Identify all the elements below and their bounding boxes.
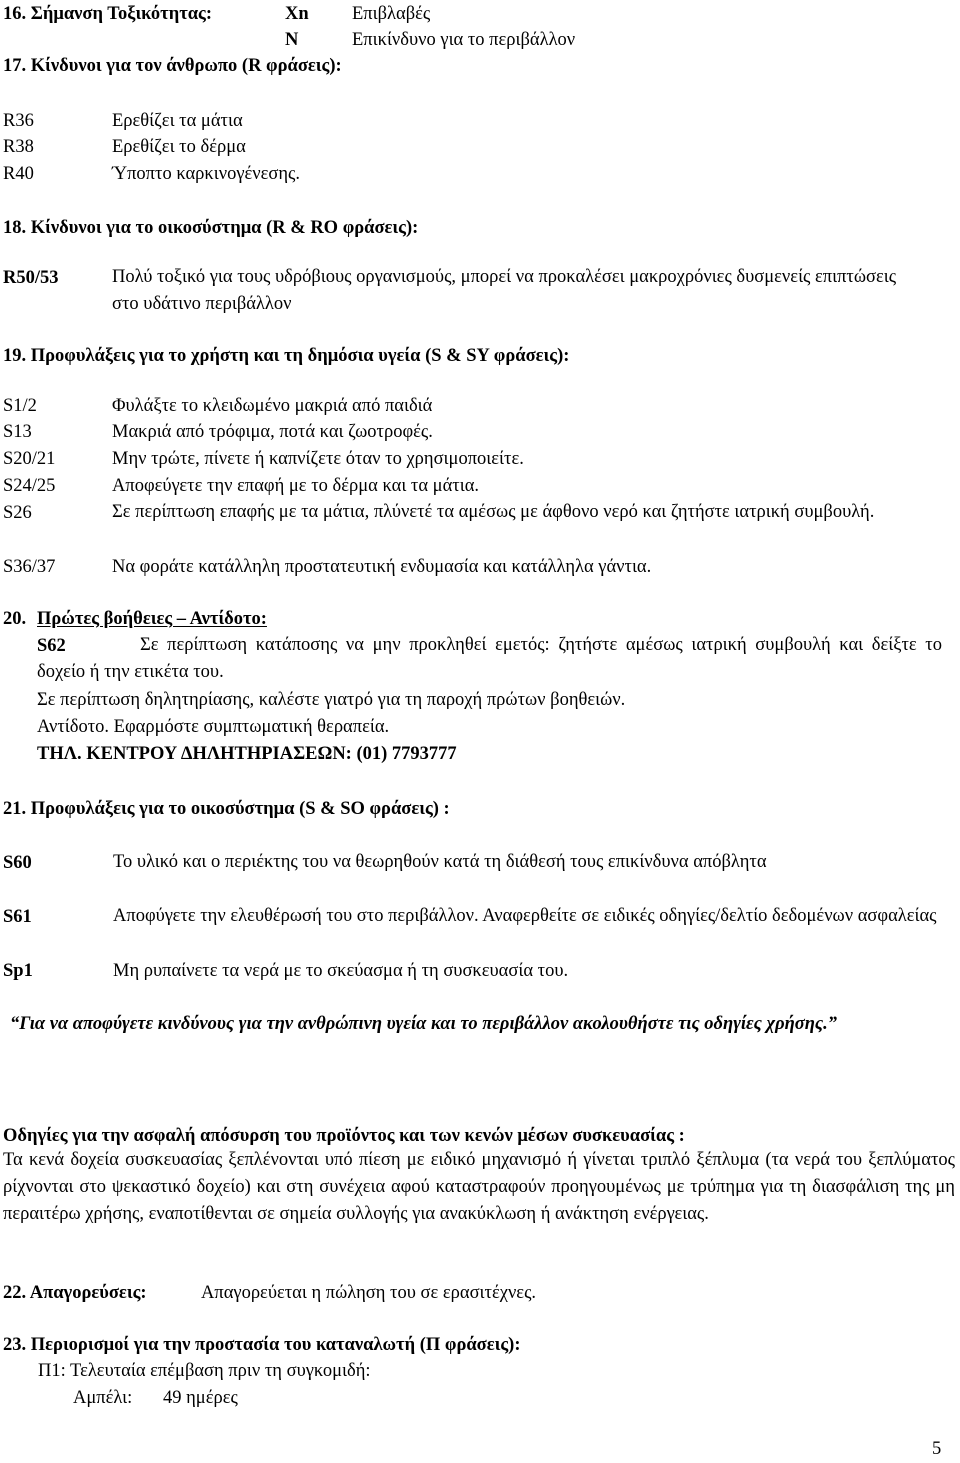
s-text: Φυλάξτε το κλειδωμένο μακριά από παιδιά (112, 396, 433, 416)
sec19-title: 19. Προφυλάξεις για το χρήστη και τη δημόσια υγεία (S & SY φράσεις): (3, 346, 570, 366)
s-code: S24/25 (3, 476, 56, 496)
s-text: Μη ρυπαίνετε τα νερά με το σκεύασμα ή τη συσκευασία του. (113, 961, 569, 981)
usage-note: “Για να αποφύγετε κινδύνους για την ανθρώπινη υγεία και το περιβάλλον ακολουθήστε τις οδηγίες χρήσης.” (10, 1014, 838, 1034)
sec20-number: 20. (3, 609, 27, 629)
sec23-line1: Π1: Τελευταία επέμβαση πριν τη συγκομιδή: (38, 1361, 371, 1381)
s-code: Sp1 (3, 961, 33, 981)
s-text: Αποφεύγετε την επαφή με το δέρμα και τα μάτια. (112, 476, 480, 496)
sec18-title: 18. Κίνδυνοι για το οικοσύστημα (R & RO φράσεις): (3, 218, 419, 238)
sec16-desc-xn: Επιβλαβές (352, 4, 431, 24)
r-code: R50/53 (3, 268, 59, 288)
r-text: Πολύ τοξικό για τους υδρόβιους οργανισμούς, μπορεί να προκαλέσει μακροχρόνιες δυσμενείς επιπτώσεις στο υδάτινο περιβάλλον (112, 267, 897, 314)
sec23-title: 23. Περιορισμοί για την προστασία του καταναλωτή (Π φράσεις): (3, 1335, 521, 1355)
r-text: Ερεθίζει τα μάτια (112, 111, 243, 131)
sec16-title: 16. Σήμανση Τοξικότητας: (3, 4, 213, 24)
sec20-title: Πρώτες βοήθειες – Αντίδοτο: (37, 609, 267, 629)
sec20-s62-text: Σε περίπτωση κατάποσης να μην προκληθεί εμετός: ζητήστε αμέσως ιατρική συμβουλή και δείξτε το δοχείο ή την ετικέτα του. (37, 635, 942, 682)
sec20-line3: Αντίδοτο. Εφαρμόστε συμπτωματική θεραπεία. (37, 717, 390, 737)
sec22-text: Απαγορεύεται η πώληση του σε ερασιτέχνες. (201, 1283, 537, 1303)
sec17-title: 17. Κίνδυνοι για τον άνθρωπο (R φράσεις): (3, 56, 342, 76)
s-text: Αποφύγετε την ελευθέρωσή του στο περιβάλλον. Αναφερθείτε σε ειδικές οδηγίες/δελτίο δεδομένων ασφαλείας (113, 906, 937, 926)
s-code: S60 (3, 853, 32, 873)
s-code: S13 (3, 422, 32, 442)
s-code: S1/2 (3, 396, 37, 416)
page-number: 5 (932, 1439, 942, 1459)
r-code: R36 (3, 111, 34, 131)
s-code: S36/37 (3, 557, 56, 577)
s-code: S26 (3, 503, 32, 523)
r-text: Ύποπτο καρκινογένεσης. (112, 164, 301, 184)
sec21-title: 21. Προφυλάξεις για το οικοσύστημα (S & SO φράσεις) : (3, 799, 450, 819)
s-text: Μην τρώτε, πίνετε ή καπνίζετε όταν το χρησιμοποιείτε. (112, 449, 524, 469)
sec20-line2: Σε περίπτωση δηλητηρίασης, καλέστε γιατρό για τη παροχή πρώτων βοηθειών. (37, 690, 626, 710)
s-text: Μακριά από τρόφιμα, ποτά και ζωοτροφές. (112, 422, 433, 442)
sec16-symbol-n: N (285, 30, 299, 50)
poison-center-phone: ΤΗΛ. ΚΕΝΤΡΟΥ ΔΗΛΗΤΗΡΙΑΣΕΩΝ: (01) 7793777 (37, 744, 457, 764)
sec23-days: 49 ημέρες (163, 1388, 238, 1408)
sec23-crop: Αμπέλι: (73, 1388, 133, 1408)
s-code: S61 (3, 907, 32, 927)
disposal-text: Τα κενά δοχεία συσκευασίας ξεπλένονται υπό πίεση με ειδικό μηχανισμό ή γίνεται τριπλό ξέπλυμα (τα νερά του ξεπλύματος ρίχνονται στο ψεκαστικό δοχείο) και στη συνέχεια αφού καταστραφούν προηγουμένως με τρύπημα για τη διασφάλιση της μη περαιτέρω χρήσης, εναποτίθενται σε σημεία συλλογής για ανακύκλωση ή ανάκτηση ενέργειας. (3, 1150, 955, 1224)
r-code: R38 (3, 137, 34, 157)
sec22-title: 22. Απαγορεύσεις: (3, 1283, 147, 1303)
s-text: Το υλικό και ο περιέκτης του να θεωρηθούν κατά τη διάθεσή τους επικίνδυνα απόβλητα (113, 852, 767, 872)
sec16-symbol-xn: Xn (285, 4, 309, 24)
disposal-title: Οδηγίες για την ασφαλή απόσυρση του προϊόντος και των κενών μέσων συσκευασίας : (3, 1126, 685, 1146)
sec16-desc-n: Επικίνδυνο για το περιβάλλον (352, 30, 576, 50)
r-text: Ερεθίζει το δέρμα (112, 137, 246, 157)
s-text: Σε περίπτωση επαφής με τα μάτια, πλύνετέ τα αμέσως με άφθονο νερό και ζητήστε ιατρική συμβουλή. (112, 502, 875, 522)
s-text: Να φοράτε κατάλληλη προστατευτική ενδυμασία και κατάλληλα γάντια. (112, 557, 652, 577)
sec20-s62-code: S62 (37, 636, 66, 656)
s-code: S20/21 (3, 449, 56, 469)
r-code: R40 (3, 164, 34, 184)
